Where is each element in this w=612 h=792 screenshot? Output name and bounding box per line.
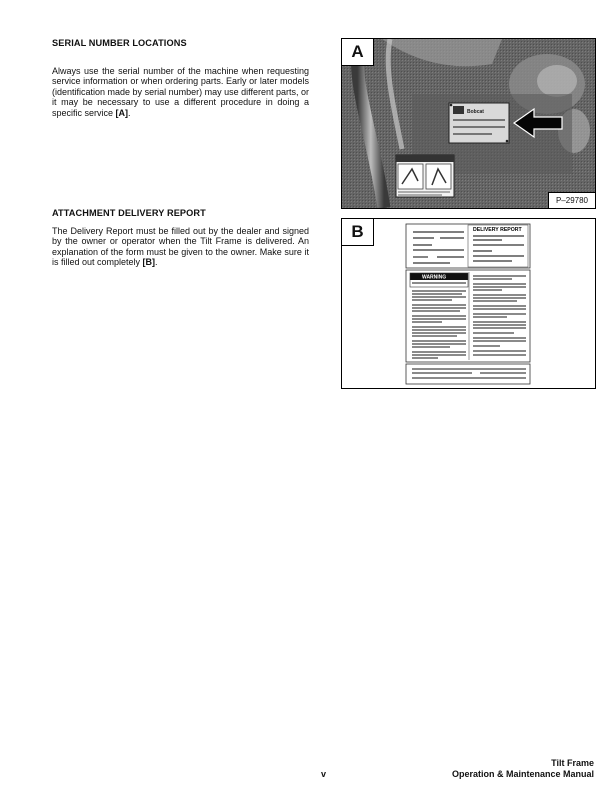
delivery-report-title: DELIVERY REPORT	[473, 227, 522, 233]
serial-body-text: Always use the serial number of the machine when requesting service information or when ordering parts. Early or later models (identification made by serial number) may use different parts, or it may be necessary to use a different procedure in doing a specific service	[52, 66, 309, 118]
delivery-report-form-illustration	[342, 219, 595, 388]
serial-ref-end: .	[128, 107, 131, 118]
figure-b-label: B	[342, 219, 374, 246]
delivery-body-text: The Delivery Report must be filled out by the dealer and signed by the owner or operator when the Tilt Frame is delivered. An explanation of the form must be given to the owner. Make sure it is filled out completely	[52, 226, 309, 268]
figure-a	[341, 38, 596, 209]
figure-a-reference: [A]	[115, 107, 129, 118]
warning-label: WARNING	[422, 274, 447, 281]
footer-title-line2: Operation & Maintenance Manual	[451, 768, 594, 779]
figure-a-label: A	[342, 39, 374, 66]
figure-b	[341, 218, 596, 389]
footer-title-line1: Tilt Frame	[551, 758, 594, 768]
figure-a-photo	[342, 39, 595, 208]
delivery-ref-end: .	[155, 257, 158, 268]
footer-title	[452, 758, 594, 779]
delivery-paragraph	[52, 226, 309, 268]
photo-code: P–29780	[548, 192, 595, 208]
delivery-heading: ATTACHMENT DELIVERY REPORT	[52, 208, 206, 218]
serial-heading: SERIAL NUMBER LOCATIONS	[52, 38, 187, 48]
page-number: v	[321, 769, 327, 779]
figure-b-reference: [B]	[142, 257, 156, 268]
serial-paragraph	[52, 66, 309, 118]
plate-brand: Bobcat	[467, 109, 484, 115]
